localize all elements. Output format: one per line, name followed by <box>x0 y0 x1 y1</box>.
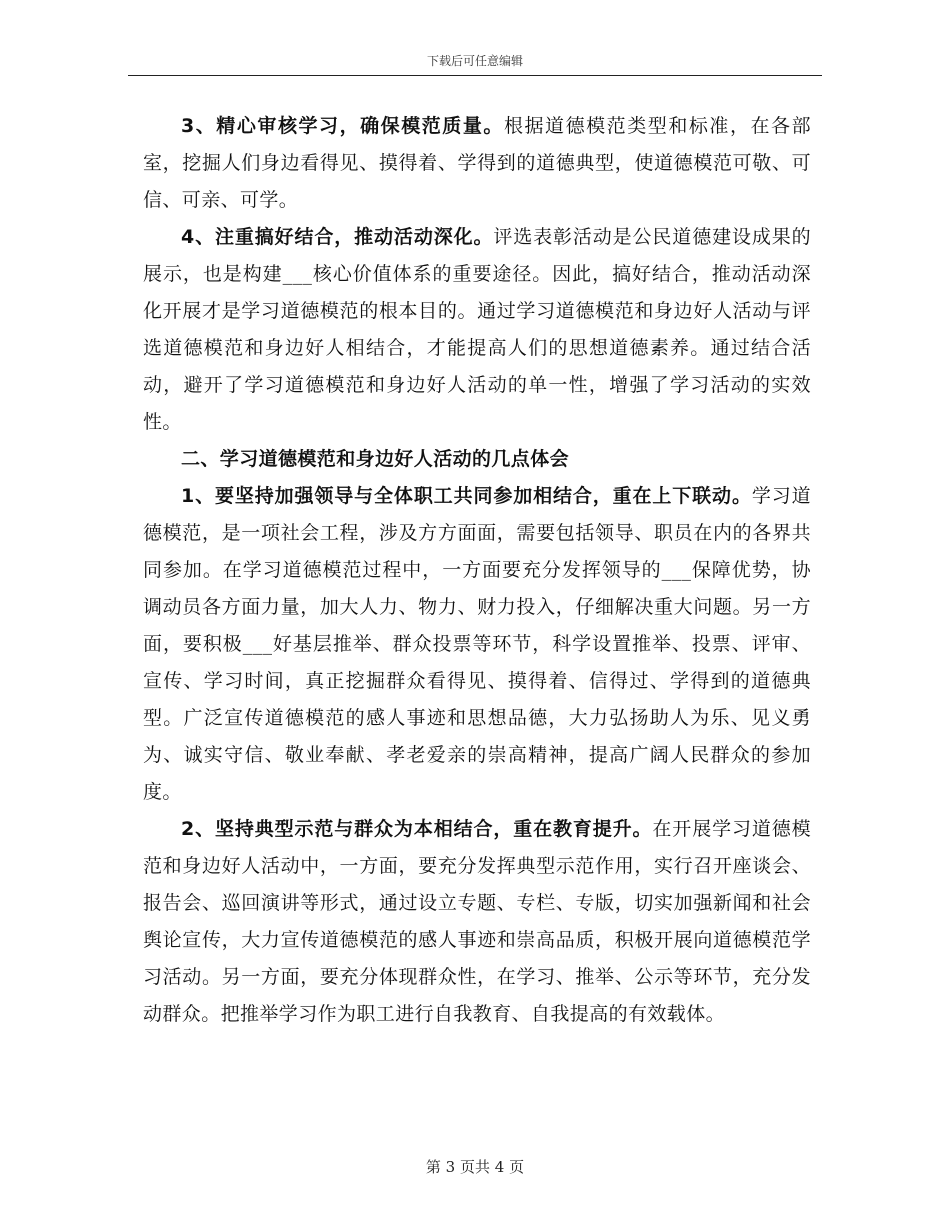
paragraph-3 <box>143 108 811 219</box>
paragraph-2-lead: 2、坚持典型示范与群众为本相结合，重在教育提升。 <box>181 818 653 840</box>
paragraph-4-lead: 4、注重搞好结合，推动活动深化。 <box>181 226 494 248</box>
section-heading <box>143 441 811 478</box>
paragraph-1-body: 学习道德模范，是一项社会工程，涉及方方面面，需要包括领导、职员在内的各界共同参加。在学习道德模范过程中，一方面要充分发挥领导的___保障优势，协调动员各方面力量，加大人力、物力、财力投入，仔细解决重大问题。另一方面，要积极___好基层推举、群众投票等环节，科学设置推举、投票、评审、宣传、学习时间，真正挖掘群众看得见、摸得着、信得过、学得到的道德典型。广泛宣传道德模范的感人事迹和思想品德，大力弘扬助人为乐、见义勇为、诚实守信、敬业奉献、孝老爱亲的崇高精神，提高广阔人民群众的参加度。 <box>143 485 811 803</box>
paragraph-4 <box>143 219 811 441</box>
paragraph-3-lead: 3、精心审核学习，确保模范质量。 <box>181 115 504 137</box>
paragraph-1-lead: 1、要坚持加强领导与全体职工共同参加相结合，重在上下联动。 <box>181 485 752 507</box>
section-heading-text: 二、学习道德模范和身边好人活动的几点体会 <box>181 448 570 470</box>
header-divider <box>128 75 822 76</box>
page-number: 第 3 页共 4 页 <box>425 1158 525 1176</box>
page-header: 下载后可任意编辑 <box>426 54 523 68</box>
paragraph-2-body: 在开展学习道德模范和身边好人活动中，一方面，要充分发挥典型示范作用，实行召开座谈会、报告会、巡回演讲等形式，通过设立专题、专栏、专版，切实加强新闻和社会舆论宣传，大力宣传道德模范的感人事迹和崇高品质，积极开展向道德模范学习活动。另一方面，要充分体现群众性，在学习、推举、公示等环节，充分发动群众。把推举学习作为职工进行自我教育、自我提高的有效载体。 <box>143 818 812 1025</box>
paragraph-3-body: 根据道德模范类型和标准，在各部室，挖掘人们身边看得见、摸得着、学得到的道德典型，使道德模范可敬、可信、可亲、可学。 <box>143 115 811 211</box>
paragraph-1 <box>143 478 811 811</box>
document-body <box>143 108 811 1033</box>
paragraph-2 <box>143 811 811 1033</box>
paragraph-4-body: 评选表彰活动是公民道德建设成果的展示，也是构建___核心价值体系的重要途径。因此，搞好结合，推动活动深化开展才是学习道德模范的根本目的。通过学习道德模范和身边好人活动与评选道德模范和身边好人相结合，才能提高人们的思想道德素养。通过结合活动，避开了学习道德模范和身边好人活动的单一性，增强了学习活动的实效性。 <box>143 226 812 433</box>
